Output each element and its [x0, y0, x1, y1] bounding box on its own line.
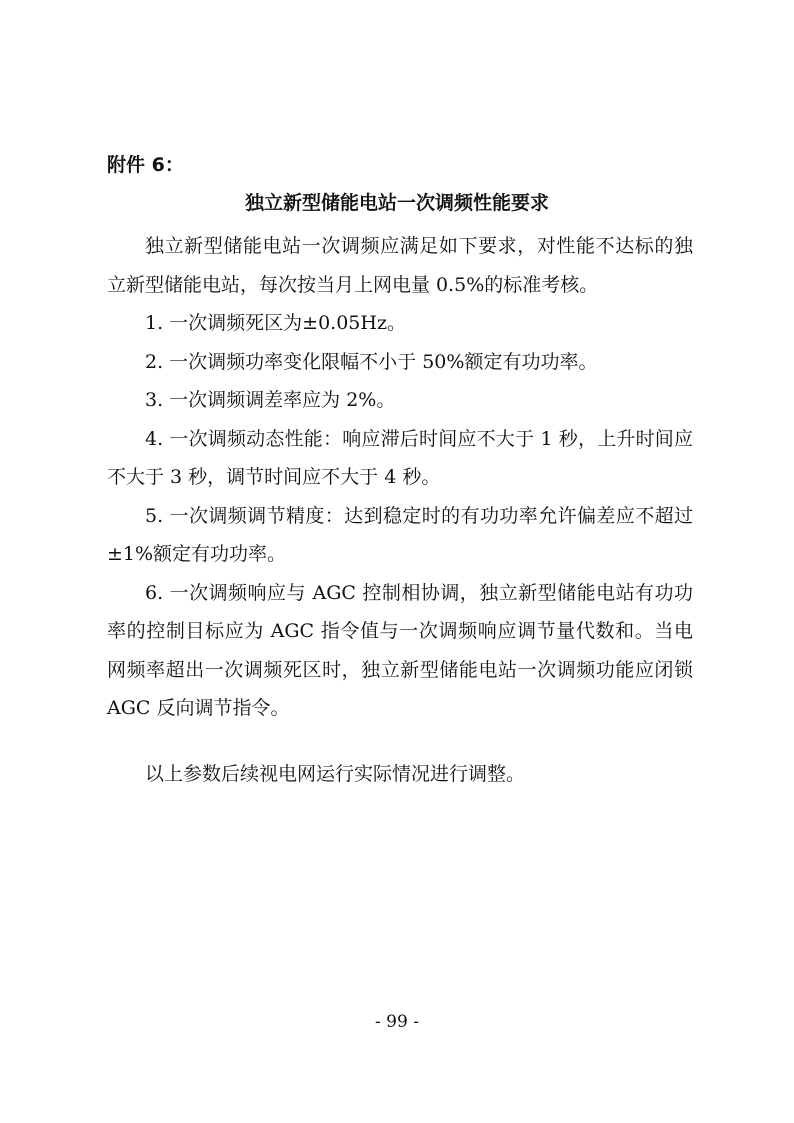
requirement-item: 3. 一次调频调差率应为 2%。: [145, 389, 396, 411]
requirement-item: 1. 一次调频死区为±0.05Hz。: [145, 312, 406, 334]
requirement-item: 5. 一次调频调节精度：达到稳定时的有功功率允许偏差应不超过±1%额定有功功率。: [107, 504, 693, 565]
requirement-item: 6. 一次调频响应与 AGC 控制相协调，独立新型储能电站有功功率的控制目标应为 AGC 指令值与一次调频响应调节量代数和。当电网频率超出一次调频死区时，独立新型储能电站一次调频功能应闭锁 AGC 反向调节指令。: [107, 581, 693, 719]
document-title: 独立新型储能电站一次调频性能要求: [244, 192, 549, 214]
page-number: - 99 -: [375, 1012, 419, 1032]
document-body: [107, 227, 693, 728]
requirement-item: 2. 一次调频功率变化限幅不小于 50%额定有功功率。: [145, 350, 598, 373]
closing-paragraph: 以上参数后续视电网运行实际情况进行调整。: [145, 763, 526, 785]
intro-paragraph: 独立新型储能电站一次调频应满足如下要求，对性能不达标的独立新型储能电站，每次按当月上网电量 0.5%的标准考核。: [107, 235, 693, 296]
attachment-label: 附件 6：: [107, 154, 184, 176]
requirement-item: 4. 一次调频动态性能：响应滞后时间应不大于 1 秒，上升时间应不大于 3 秒，调节时间应不大于 4 秒。: [107, 427, 693, 488]
